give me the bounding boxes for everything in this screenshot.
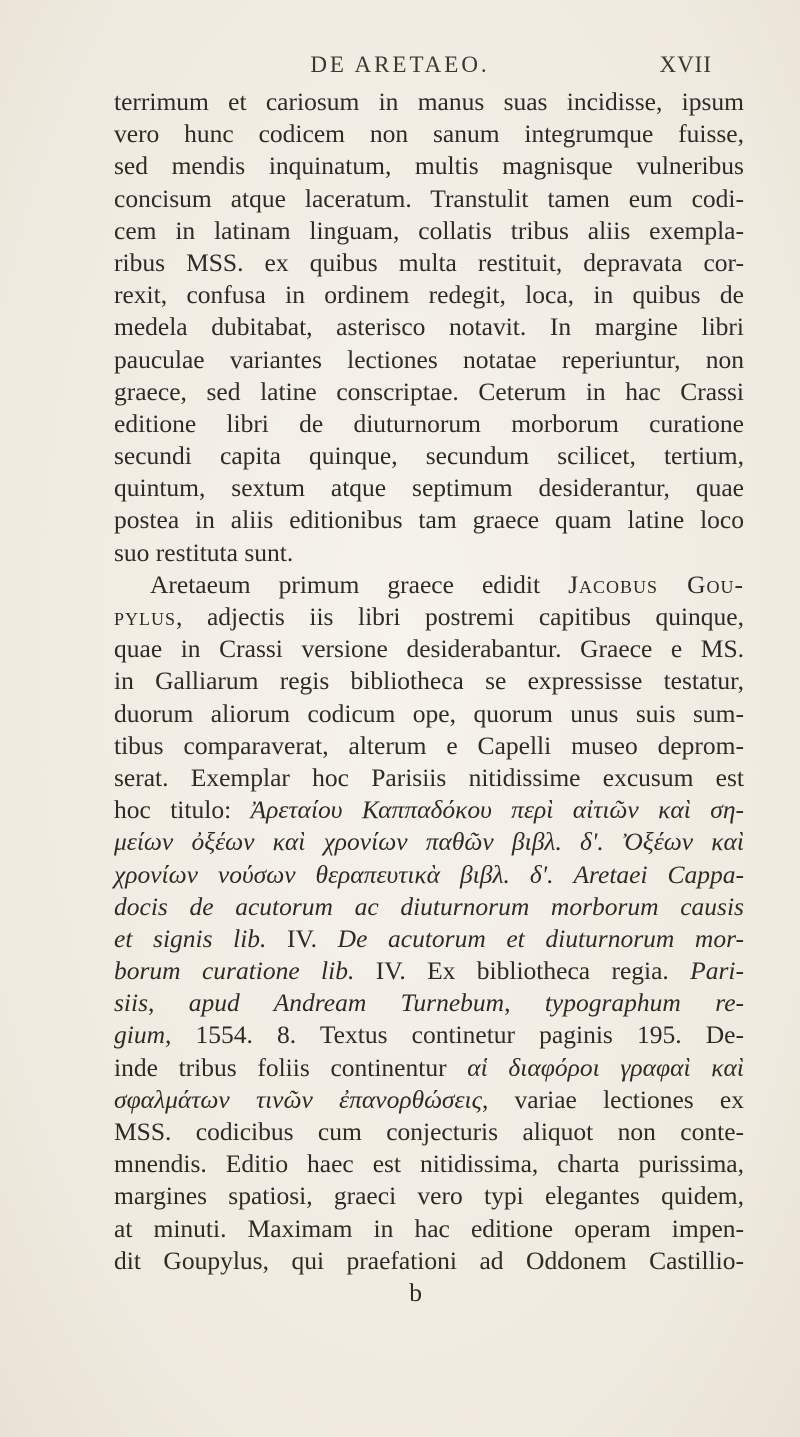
text-line bbox=[114, 1213, 744, 1245]
text-segment: sed mendis inquinatum, multis magnisque vulneribus bbox=[114, 151, 744, 181]
text-line bbox=[114, 826, 744, 858]
text-segment: pylus bbox=[114, 602, 177, 631]
italic-text: Aretaei Cappa- bbox=[573, 859, 744, 889]
text-line bbox=[114, 408, 744, 440]
text-line bbox=[114, 859, 744, 891]
text-segment: Aretaeum primum graece edidit bbox=[150, 569, 569, 599]
text-segment: tibus comparaverat, alterum e Capelli museo deprom- bbox=[114, 730, 744, 760]
text-line bbox=[114, 794, 744, 826]
text-segment: margines spatiosi, graeci vero typi elegantes quidem, bbox=[114, 1181, 744, 1211]
text-line bbox=[114, 730, 744, 762]
text-segment: quae in Crassi versione desiderabantur. Graece e MS. bbox=[114, 634, 744, 664]
text-segment: graece, sed latine conscriptae. Ceterum in hac Crassi bbox=[114, 376, 744, 406]
text-line bbox=[114, 1245, 744, 1277]
greek-text: αἱ διαφόροι γραφαὶ καὶ bbox=[467, 1052, 744, 1082]
text-segment: , adjectis iis libri postremi capitibus quinque, bbox=[176, 602, 744, 631]
text-segment: at minuti. Maximam in hac editione operam impen- bbox=[114, 1213, 744, 1243]
text-segment: , 1554. 8. Textus continetur paginis 195. De- bbox=[165, 1020, 744, 1050]
page-header bbox=[0, 48, 800, 88]
text-segment: IV. bbox=[266, 923, 338, 953]
italic-text: typographum re- bbox=[544, 988, 745, 1018]
text-segment: medela dubitabat, asterisco notavit. In margine libri bbox=[114, 312, 744, 342]
text-line bbox=[114, 633, 744, 665]
text-segment: concisum atque laceratum. Transtulit tamen eum codi- bbox=[114, 183, 744, 213]
italic-text: borum curatione lib. bbox=[114, 956, 355, 986]
text-segment: pauculae variantes lectiones notatae reperiuntur, non bbox=[114, 344, 744, 374]
text-line bbox=[114, 1180, 744, 1212]
text-segment: Jacobus Gou- bbox=[568, 569, 744, 599]
text-line bbox=[114, 311, 744, 343]
text-segment: , bbox=[504, 988, 545, 1018]
italic-text: De acutorum et diuturnorum mor- bbox=[337, 923, 744, 953]
text-line bbox=[114, 86, 744, 118]
italic-text: Pari- bbox=[690, 956, 744, 986]
text-line bbox=[114, 504, 744, 536]
text-segment: suo restituta sunt. bbox=[114, 537, 294, 567]
text-segment: serat. Exemplar hoc Parisiis nitidissime excusum est bbox=[114, 762, 744, 792]
text-segment: cem in latinam linguam, collatis tribus aliis exempla- bbox=[114, 215, 744, 245]
text-line bbox=[114, 279, 744, 311]
italic-text: gium bbox=[114, 1020, 165, 1050]
page-number: XVII bbox=[659, 52, 712, 77]
greek-text: Ἀρεταίου Καππαδόκου περὶ αἰτιῶν καὶ ση- bbox=[250, 795, 744, 825]
text-line bbox=[114, 601, 744, 633]
text-line bbox=[114, 569, 744, 601]
text-segment: duorum aliorum codicum ope, quorum unus suis sum- bbox=[114, 698, 744, 728]
text-line bbox=[114, 1084, 744, 1116]
text-line bbox=[114, 1019, 744, 1051]
text-segment: vero hunc codicem non sanum integrumque fuisse, bbox=[114, 119, 744, 149]
text-segment: rexit, confusa in ordinem redegit, loca, in quibus de bbox=[114, 280, 744, 310]
text-line bbox=[114, 987, 744, 1019]
text-line bbox=[114, 472, 744, 504]
text-line bbox=[114, 440, 744, 472]
text-segment: , variae lectiones ex bbox=[481, 1084, 744, 1114]
text-segment: hoc titulo: bbox=[114, 795, 251, 825]
text-line bbox=[114, 698, 744, 730]
text-line bbox=[114, 183, 744, 215]
text-segment: terrimum et cariosum in manus suas incidisse, ipsum bbox=[114, 87, 744, 116]
signature-mark: b bbox=[409, 1277, 422, 1307]
text-line bbox=[114, 1148, 744, 1180]
italic-text: et signis lib. bbox=[114, 923, 267, 953]
italic-text: docis de acutorum ac diuturnorum morborum causis bbox=[114, 891, 744, 921]
text-segment: dit Goupylus, qui praefationi ad Oddonem Castillio- bbox=[114, 1245, 744, 1275]
text-segment: IV. Ex bibliotheca regia. bbox=[354, 956, 691, 986]
text-segment: secundi capita quinque, secundum scilicet, tertium, bbox=[114, 441, 744, 471]
text-segment: quintum, sextum atque septimum desiderantur, quae bbox=[114, 473, 744, 503]
greek-text: σφαλμάτων τινῶν ἐπανορθώσεις bbox=[114, 1084, 482, 1114]
text-line bbox=[114, 762, 744, 794]
greek-text: μείων ὀξέων καὶ χρονίων παθῶν βιβλ. δ'. Ὀξέων καὶ bbox=[114, 827, 744, 857]
italic-text: siis bbox=[114, 988, 149, 1018]
text-segment: in Galliarum regis bibliotheca se expressisse testatur, bbox=[114, 666, 744, 696]
text-line bbox=[114, 1116, 744, 1148]
text-line bbox=[114, 1052, 744, 1084]
text-line bbox=[114, 344, 744, 376]
text-segment: , bbox=[148, 988, 189, 1018]
text-segment: ribus MSS. ex quibus multa restituit, depravata cor- bbox=[114, 247, 744, 277]
text-line bbox=[114, 215, 744, 247]
text-segment: editione libri de diuturnorum morborum curatione bbox=[114, 408, 744, 438]
text-segment: inde tribus foliis continentur bbox=[114, 1052, 468, 1082]
body-text bbox=[114, 86, 744, 1309]
text-line bbox=[114, 955, 744, 987]
greek-text: χρονίων νούσων θεραπευτικὰ βιβλ. δ'. bbox=[114, 859, 574, 889]
running-head: DE ARETAEO. bbox=[310, 52, 490, 77]
text-line bbox=[114, 247, 744, 279]
text-segment: mnendis. Editio haec est nitidissima, charta purissima, bbox=[114, 1149, 744, 1179]
text-line bbox=[114, 891, 744, 923]
text-line bbox=[114, 118, 744, 150]
text-line bbox=[114, 923, 744, 955]
italic-text: apud Andream Turnebum bbox=[188, 988, 505, 1018]
text-line bbox=[114, 376, 744, 408]
text-line bbox=[114, 537, 744, 569]
text-line bbox=[114, 150, 744, 182]
text-segment: MSS. codicibus cum conjecturis aliquot non conte- bbox=[114, 1117, 744, 1146]
text-line bbox=[114, 665, 744, 697]
text-segment: postea in aliis editionibus tam graece quam latine loco bbox=[114, 505, 744, 535]
